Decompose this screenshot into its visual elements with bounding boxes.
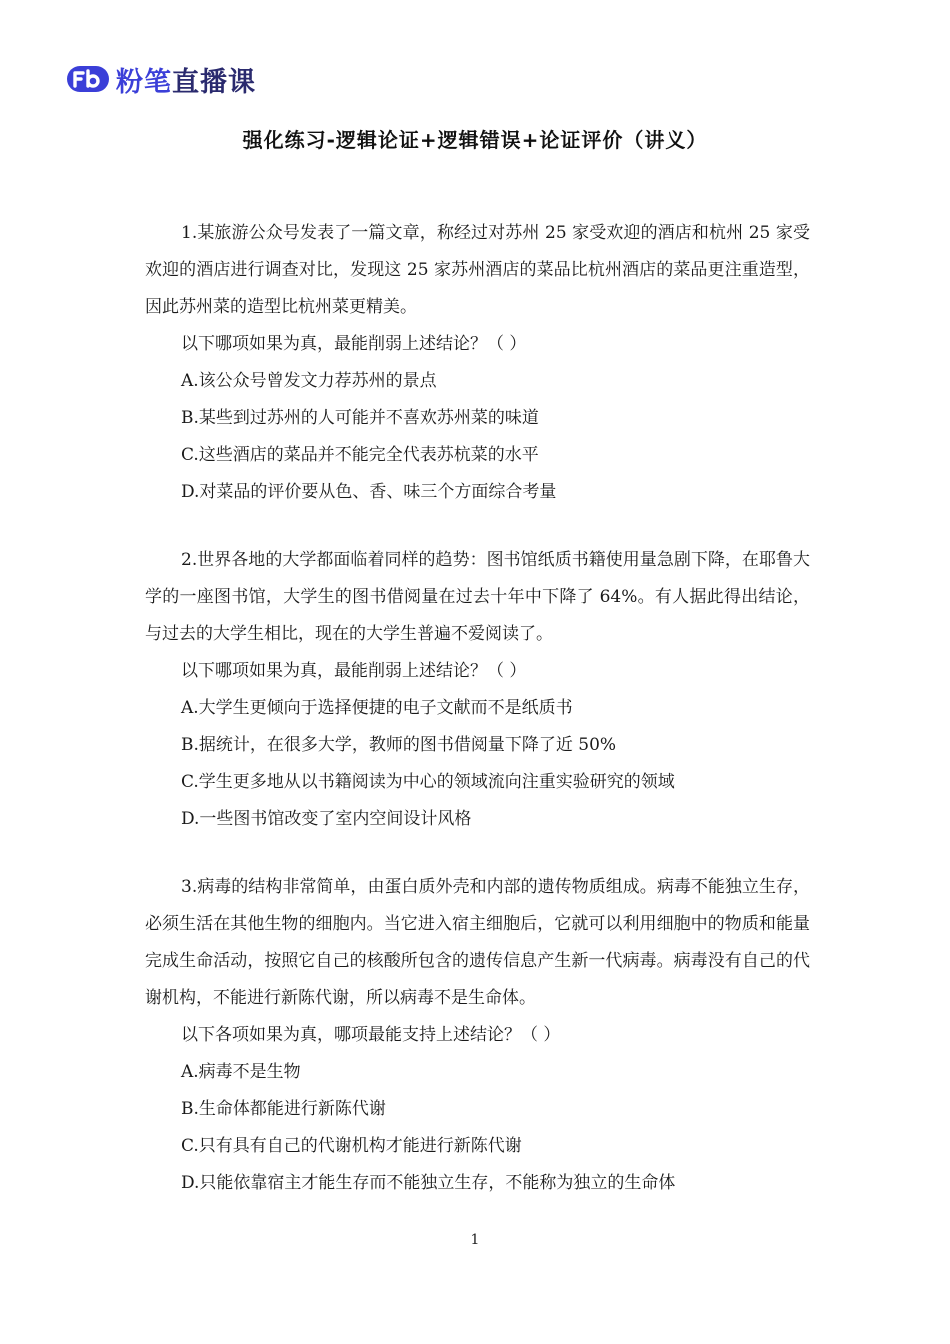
question-stem: 2.世界各地的大学都面临着同样的趋势：图书馆纸质书籍使用量急剧下降，在耶鲁大学的一座图书馆，大学生的图书借阅量在过去十年中下降了 64%。有人据此得出结论，与过去的大学生相比，现在的大学生普遍不爱阅读了。 <box>145 550 810 644</box>
option-c: C.只有具有自己的代谢机构才能进行新陈代谢 <box>181 1136 522 1156</box>
option-b: B.生命体都能进行新陈代谢 <box>181 1099 386 1119</box>
fb-logo-icon <box>66 63 110 95</box>
question-1 <box>145 215 810 511</box>
option-d: D.只能依靠宿主才能生存而不能独立生存，不能称为独立的生命体 <box>181 1173 676 1193</box>
logo-brand: 粉笔 <box>116 66 172 98</box>
question-2 <box>145 542 810 838</box>
question-prompt: 以下哪项如果为真，最能削弱上述结论？（ ） <box>181 334 527 354</box>
question-stem: 1.某旅游公众号发表了一篇文章，称经过对苏州 25 家受欢迎的酒店和杭州 25 家受欢迎的酒店进行调查对比，发现这 25 家苏州酒店的菜品比杭州酒店的菜品更注重造型，因此苏州菜的造型比杭州菜更精美。 <box>145 223 810 317</box>
question-stem: 3.病毒的结构非常简单，由蛋白质外壳和内部的遗传物质组成。病毒不能独立生存，必须生活在其他生物的细胞内。当它进入宿主细胞后，它就可以利用细胞中的物质和能量完成生命活动，按照它自己的核酸所包含的遗传信息产生新一代病毒。病毒没有自己的代谢机构，不能进行新陈代谢，所以病毒不是生命体。 <box>145 877 810 1008</box>
document-title: 强化练习-逻辑论证+逻辑错误+论证评价（讲义） <box>242 128 708 152</box>
option-d: D.对菜品的评价要从色、香、味三个方面综合考量 <box>181 482 557 502</box>
option-a: A.病毒不是生物 <box>181 1062 301 1082</box>
question-list <box>145 215 810 1233</box>
page-number: 1 <box>470 1232 480 1248</box>
question-3 <box>145 869 810 1202</box>
option-c: C.学生更多地从以书籍阅读为中心的领域流向注重实验研究的领域 <box>181 772 675 792</box>
option-c: C.这些酒店的菜品并不能完全代表苏杭菜的水平 <box>181 445 539 465</box>
option-a: A.该公众号曾发文力荐苏州的景点 <box>181 371 437 391</box>
question-prompt: 以下哪项如果为真，最能削弱上述结论？（ ） <box>181 661 527 681</box>
question-prompt: 以下各项如果为真，哪项最能支持上述结论？（ ） <box>181 1025 561 1045</box>
brand-logo <box>66 60 256 98</box>
option-a: A.大学生更倾向于选择便捷的电子文献而不是纸质书 <box>181 698 573 718</box>
option-b: B.据统计，在很多大学，教师的图书借阅量下降了近 50% <box>181 735 617 755</box>
logo-text <box>116 60 256 99</box>
option-d: D.一些图书馆改变了室内空间设计风格 <box>181 809 472 829</box>
logo-suffix: 直播课 <box>172 66 256 98</box>
option-b: B.某些到过苏州的人可能并不喜欢苏州菜的味道 <box>181 408 539 428</box>
